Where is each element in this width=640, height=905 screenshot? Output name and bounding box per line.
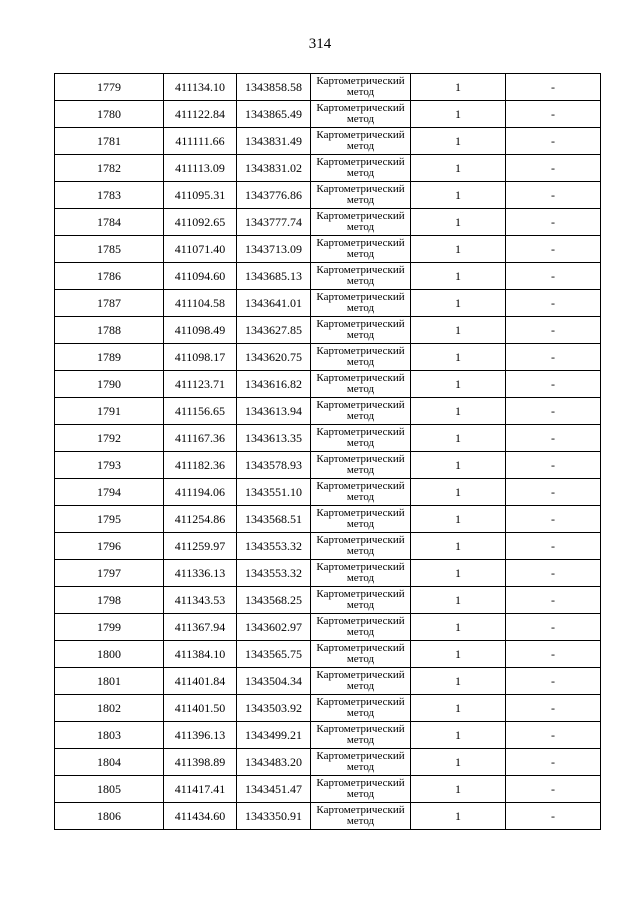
method-cell: Картометрический метод <box>311 641 411 668</box>
table-row <box>55 263 601 290</box>
table-row <box>55 209 601 236</box>
x-coordinate-cell: 411398.89 <box>164 749 237 776</box>
x-coordinate-cell: 411156.65 <box>164 398 237 425</box>
method-cell: Картометрический метод <box>311 533 411 560</box>
method-cell: Картометрический метод <box>311 236 411 263</box>
x-coordinate-cell: 411194.06 <box>164 479 237 506</box>
accuracy-cell: 1 <box>411 803 506 830</box>
point-number-cell: 1802 <box>55 695 164 722</box>
y-coordinate-cell: 1343503.92 <box>237 695 311 722</box>
x-coordinate-cell: 411343.53 <box>164 587 237 614</box>
point-number-cell: 1791 <box>55 398 164 425</box>
note-cell: - <box>506 587 601 614</box>
note-cell: - <box>506 749 601 776</box>
x-coordinate-cell: 411113.09 <box>164 155 237 182</box>
accuracy-cell: 1 <box>411 101 506 128</box>
note-cell: - <box>506 317 601 344</box>
point-number-cell: 1781 <box>55 128 164 155</box>
table-row <box>55 317 601 344</box>
x-coordinate-cell: 411336.13 <box>164 560 237 587</box>
point-number-cell: 1800 <box>55 641 164 668</box>
table-row <box>55 101 601 128</box>
note-cell: - <box>506 182 601 209</box>
x-coordinate-cell: 411122.84 <box>164 101 237 128</box>
method-cell: Картометрический метод <box>311 101 411 128</box>
y-coordinate-cell: 1343620.75 <box>237 344 311 371</box>
accuracy-cell: 1 <box>411 344 506 371</box>
note-cell: - <box>506 101 601 128</box>
method-cell: Картометрический метод <box>311 479 411 506</box>
coordinates-table <box>54 73 601 830</box>
method-cell: Картометрический метод <box>311 722 411 749</box>
table-row <box>55 398 601 425</box>
y-coordinate-cell: 1343568.51 <box>237 506 311 533</box>
x-coordinate-cell: 411259.97 <box>164 533 237 560</box>
point-number-cell: 1786 <box>55 263 164 290</box>
method-cell: Картометрический метод <box>311 398 411 425</box>
point-number-cell: 1792 <box>55 425 164 452</box>
method-cell: Картометрический метод <box>311 155 411 182</box>
accuracy-cell: 1 <box>411 479 506 506</box>
method-cell: Картометрический метод <box>311 506 411 533</box>
y-coordinate-cell: 1343613.35 <box>237 425 311 452</box>
y-coordinate-cell: 1343553.32 <box>237 533 311 560</box>
point-number-cell: 1782 <box>55 155 164 182</box>
x-coordinate-cell: 411384.10 <box>164 641 237 668</box>
point-number-cell: 1785 <box>55 236 164 263</box>
y-coordinate-cell: 1343713.09 <box>237 236 311 263</box>
y-coordinate-cell: 1343350.91 <box>237 803 311 830</box>
x-coordinate-cell: 411167.36 <box>164 425 237 452</box>
table-row <box>55 155 601 182</box>
note-cell: - <box>506 263 601 290</box>
y-coordinate-cell: 1343551.10 <box>237 479 311 506</box>
x-coordinate-cell: 411134.10 <box>164 74 237 101</box>
note-cell: - <box>506 479 601 506</box>
accuracy-cell: 1 <box>411 533 506 560</box>
x-coordinate-cell: 411104.58 <box>164 290 237 317</box>
x-coordinate-cell: 411367.94 <box>164 614 237 641</box>
x-coordinate-cell: 411092.65 <box>164 209 237 236</box>
table-row <box>55 776 601 803</box>
x-coordinate-cell: 411401.50 <box>164 695 237 722</box>
accuracy-cell: 1 <box>411 668 506 695</box>
note-cell: - <box>506 614 601 641</box>
table-row <box>55 749 601 776</box>
method-cell: Картометрический метод <box>311 695 411 722</box>
accuracy-cell: 1 <box>411 263 506 290</box>
method-cell: Картометрический метод <box>311 209 411 236</box>
method-cell: Картометрический метод <box>311 290 411 317</box>
accuracy-cell: 1 <box>411 587 506 614</box>
y-coordinate-cell: 1343641.01 <box>237 290 311 317</box>
note-cell: - <box>506 155 601 182</box>
accuracy-cell: 1 <box>411 614 506 641</box>
x-coordinate-cell: 411071.40 <box>164 236 237 263</box>
note-cell: - <box>506 371 601 398</box>
point-number-cell: 1784 <box>55 209 164 236</box>
point-number-cell: 1796 <box>55 533 164 560</box>
y-coordinate-cell: 1343831.49 <box>237 128 311 155</box>
method-cell: Картометрический метод <box>311 128 411 155</box>
method-cell: Картометрический метод <box>311 317 411 344</box>
note-cell: - <box>506 668 601 695</box>
method-cell: Картометрический метод <box>311 344 411 371</box>
method-cell: Картометрический метод <box>311 452 411 479</box>
point-number-cell: 1788 <box>55 317 164 344</box>
accuracy-cell: 1 <box>411 398 506 425</box>
note-cell: - <box>506 560 601 587</box>
accuracy-cell: 1 <box>411 209 506 236</box>
x-coordinate-cell: 411098.49 <box>164 317 237 344</box>
accuracy-cell: 1 <box>411 155 506 182</box>
table-row <box>55 533 601 560</box>
y-coordinate-cell: 1343504.34 <box>237 668 311 695</box>
method-cell: Картометрический метод <box>311 803 411 830</box>
point-number-cell: 1783 <box>55 182 164 209</box>
point-number-cell: 1801 <box>55 668 164 695</box>
x-coordinate-cell: 411182.36 <box>164 452 237 479</box>
table-row <box>55 587 601 614</box>
note-cell: - <box>506 452 601 479</box>
note-cell: - <box>506 695 601 722</box>
point-number-cell: 1793 <box>55 452 164 479</box>
table-row <box>55 641 601 668</box>
accuracy-cell: 1 <box>411 695 506 722</box>
table-body <box>55 74 601 830</box>
note-cell: - <box>506 290 601 317</box>
note-cell: - <box>506 506 601 533</box>
note-cell: - <box>506 128 601 155</box>
y-coordinate-cell: 1343578.93 <box>237 452 311 479</box>
y-coordinate-cell: 1343553.32 <box>237 560 311 587</box>
x-coordinate-cell: 411094.60 <box>164 263 237 290</box>
note-cell: - <box>506 74 601 101</box>
table-row <box>55 74 601 101</box>
accuracy-cell: 1 <box>411 722 506 749</box>
accuracy-cell: 1 <box>411 236 506 263</box>
point-number-cell: 1789 <box>55 344 164 371</box>
note-cell: - <box>506 425 601 452</box>
method-cell: Картометрический метод <box>311 749 411 776</box>
point-number-cell: 1795 <box>55 506 164 533</box>
x-coordinate-cell: 411434.60 <box>164 803 237 830</box>
point-number-cell: 1794 <box>55 479 164 506</box>
y-coordinate-cell: 1343776.86 <box>237 182 311 209</box>
table-row <box>55 722 601 749</box>
x-coordinate-cell: 411098.17 <box>164 344 237 371</box>
point-number-cell: 1804 <box>55 749 164 776</box>
accuracy-cell: 1 <box>411 641 506 668</box>
point-number-cell: 1799 <box>55 614 164 641</box>
table-row <box>55 290 601 317</box>
table-row <box>55 668 601 695</box>
x-coordinate-cell: 411095.31 <box>164 182 237 209</box>
note-cell: - <box>506 533 601 560</box>
accuracy-cell: 1 <box>411 452 506 479</box>
x-coordinate-cell: 411401.84 <box>164 668 237 695</box>
point-number-cell: 1797 <box>55 560 164 587</box>
table-row <box>55 803 601 830</box>
x-coordinate-cell: 411254.86 <box>164 506 237 533</box>
accuracy-cell: 1 <box>411 425 506 452</box>
table-row <box>55 614 601 641</box>
accuracy-cell: 1 <box>411 74 506 101</box>
method-cell: Картометрический метод <box>311 587 411 614</box>
accuracy-cell: 1 <box>411 560 506 587</box>
note-cell: - <box>506 344 601 371</box>
y-coordinate-cell: 1343451.47 <box>237 776 311 803</box>
table-row <box>55 344 601 371</box>
point-number-cell: 1806 <box>55 803 164 830</box>
table-row <box>55 560 601 587</box>
accuracy-cell: 1 <box>411 290 506 317</box>
note-cell: - <box>506 776 601 803</box>
note-cell: - <box>506 209 601 236</box>
y-coordinate-cell: 1343627.85 <box>237 317 311 344</box>
method-cell: Картометрический метод <box>311 776 411 803</box>
y-coordinate-cell: 1343777.74 <box>237 209 311 236</box>
point-number-cell: 1805 <box>55 776 164 803</box>
y-coordinate-cell: 1343499.21 <box>237 722 311 749</box>
accuracy-cell: 1 <box>411 749 506 776</box>
accuracy-cell: 1 <box>411 371 506 398</box>
y-coordinate-cell: 1343602.97 <box>237 614 311 641</box>
x-coordinate-cell: 411417.41 <box>164 776 237 803</box>
note-cell: - <box>506 722 601 749</box>
method-cell: Картометрический метод <box>311 371 411 398</box>
x-coordinate-cell: 411396.13 <box>164 722 237 749</box>
point-number-cell: 1798 <box>55 587 164 614</box>
y-coordinate-cell: 1343565.75 <box>237 641 311 668</box>
point-number-cell: 1779 <box>55 74 164 101</box>
method-cell: Картометрический метод <box>311 668 411 695</box>
table-row <box>55 425 601 452</box>
x-coordinate-cell: 411123.71 <box>164 371 237 398</box>
page-number: 314 <box>308 36 332 52</box>
method-cell: Картометрический метод <box>311 614 411 641</box>
method-cell: Картометрический метод <box>311 74 411 101</box>
table-row <box>55 506 601 533</box>
note-cell: - <box>506 803 601 830</box>
y-coordinate-cell: 1343685.13 <box>237 263 311 290</box>
point-number-cell: 1780 <box>55 101 164 128</box>
accuracy-cell: 1 <box>411 128 506 155</box>
point-number-cell: 1803 <box>55 722 164 749</box>
y-coordinate-cell: 1343568.25 <box>237 587 311 614</box>
point-number-cell: 1790 <box>55 371 164 398</box>
note-cell: - <box>506 641 601 668</box>
accuracy-cell: 1 <box>411 776 506 803</box>
y-coordinate-cell: 1343616.82 <box>237 371 311 398</box>
table-row <box>55 695 601 722</box>
method-cell: Картометрический метод <box>311 263 411 290</box>
accuracy-cell: 1 <box>411 506 506 533</box>
table-row <box>55 236 601 263</box>
method-cell: Картометрический метод <box>311 425 411 452</box>
y-coordinate-cell: 1343865.49 <box>237 101 311 128</box>
note-cell: - <box>506 398 601 425</box>
accuracy-cell: 1 <box>411 317 506 344</box>
y-coordinate-cell: 1343613.94 <box>237 398 311 425</box>
method-cell: Картометрический метод <box>311 182 411 209</box>
table-row <box>55 128 601 155</box>
table-row <box>55 182 601 209</box>
y-coordinate-cell: 1343831.02 <box>237 155 311 182</box>
note-cell: - <box>506 236 601 263</box>
table-row <box>55 371 601 398</box>
accuracy-cell: 1 <box>411 182 506 209</box>
x-coordinate-cell: 411111.66 <box>164 128 237 155</box>
method-cell: Картометрический метод <box>311 560 411 587</box>
table-row <box>55 452 601 479</box>
y-coordinate-cell: 1343483.20 <box>237 749 311 776</box>
table-row <box>55 479 601 506</box>
point-number-cell: 1787 <box>55 290 164 317</box>
y-coordinate-cell: 1343858.58 <box>237 74 311 101</box>
